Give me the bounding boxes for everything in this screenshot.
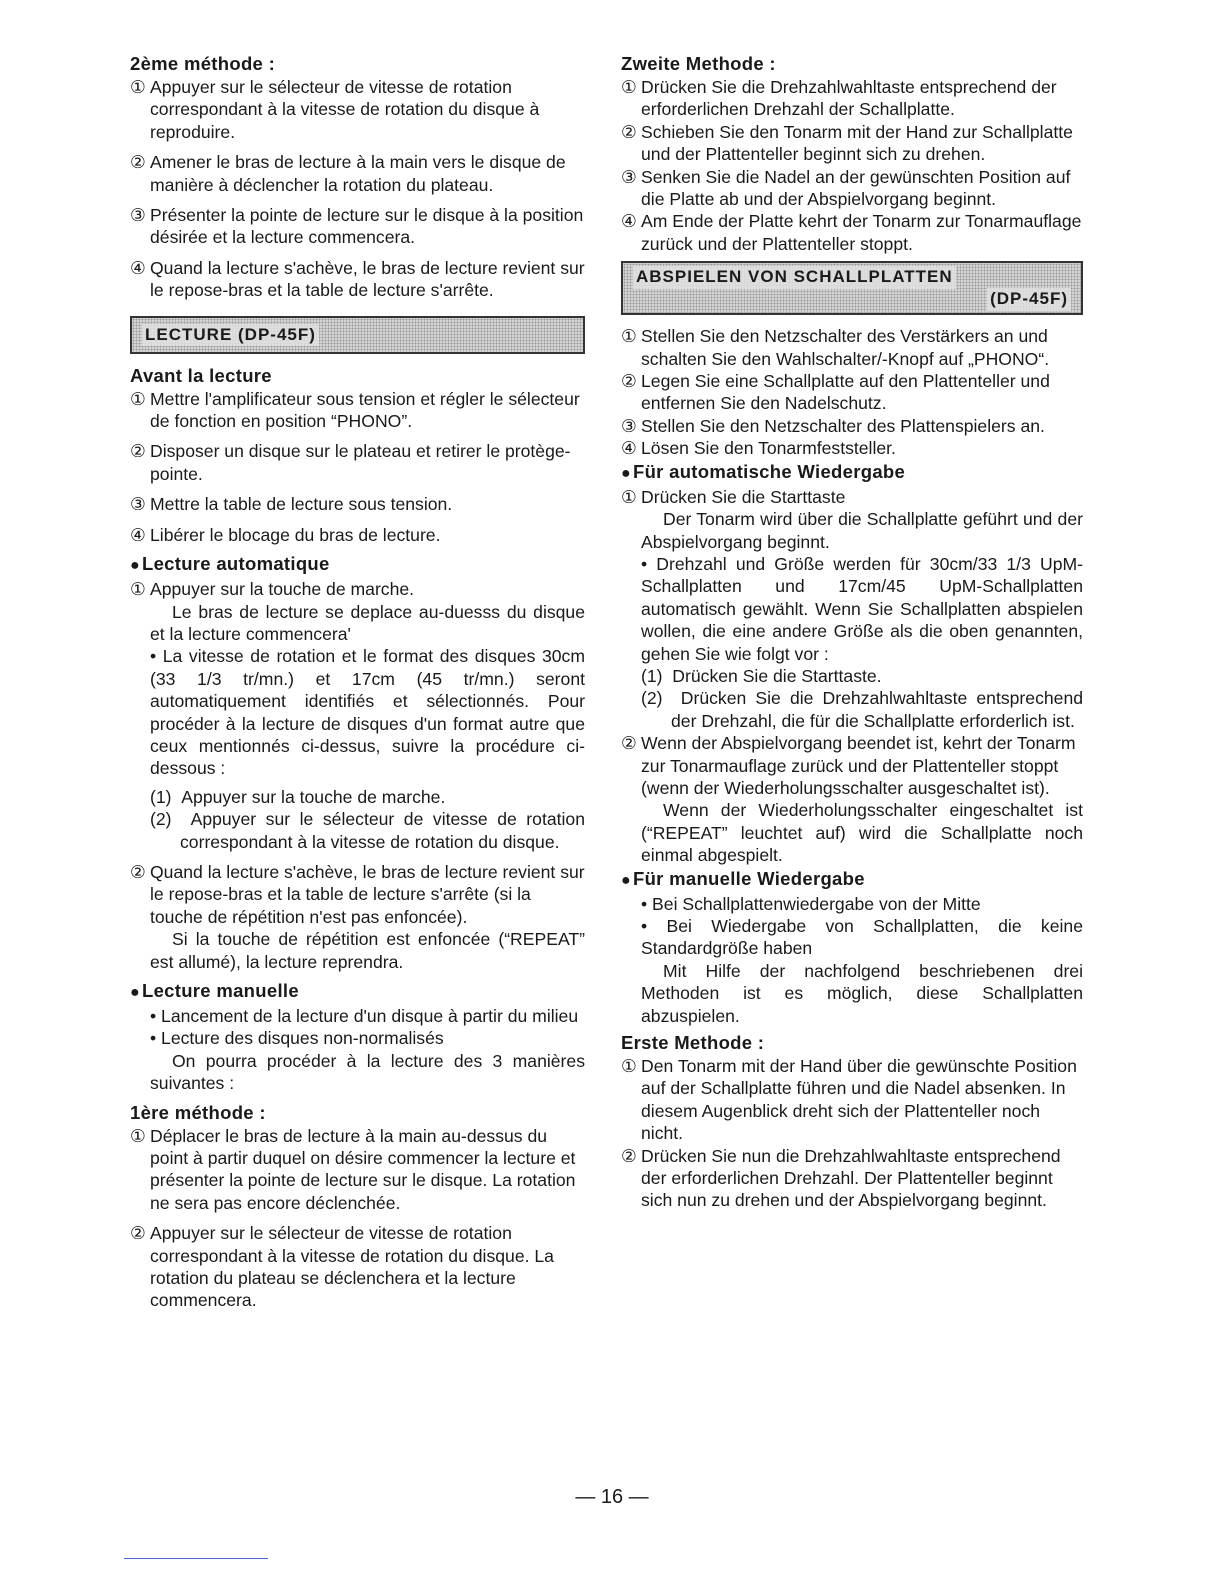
- manual-play-heading: ● Für manuelle Wiedergabe: [621, 867, 865, 889]
- bullet-icon: ●: [130, 557, 140, 575]
- list-item: ② Disposer un disque sur le plateau et retirer le protège-pointe.: [130, 441, 571, 484]
- list-item: ④ Am Ende der Platte kehrt der Tonarm zur Tonarmauflage zurück und der Plattenteller stoppt.: [621, 211, 1082, 254]
- note-bullet: • Bei Wiedergabe von Schallplatten, die keine Standardgröße haben: [641, 916, 1083, 959]
- sub-step: (2) Drücken Sie die Drehzahlwahltaste entsprechend der Drehzahl, die für die Schallplatte erforderlich ist.: [641, 688, 1084, 731]
- paragraph: On pourra procéder à la lecture des 3 manières suivantes :: [150, 1050, 585, 1094]
- section-banner-model: (DP-45F): [987, 288, 1071, 310]
- page-number: — 16 —: [575, 1486, 649, 1508]
- list-item: ② Amener le bras de lecture à la main vers le disque de manière à déclencher la rotation du plateau.: [130, 152, 566, 195]
- list-item: ③ Présenter la pointe de lecture sur le disque à la position désirée et la lecture commencera.: [130, 205, 584, 248]
- list-item: ③ Senken Sie die Nadel an der gewünschten Position auf die Platte ab und der Abspielvorgang beginnt.: [621, 166, 1071, 210]
- german-column: [621, 52, 1083, 1212]
- sub-step: (1) Appuyer sur la touche de marche.: [150, 786, 446, 807]
- before-playing-heading: Avant la lecture: [130, 364, 272, 386]
- list-item: ③ Stellen Sie den Netzschalter des Plattenspielers an.: [621, 415, 1045, 436]
- list-item: ① Stellen Sie den Netzschalter des Verstärkers an und schalten Sie den Wahlschalter/-Knopf auf „PHONO“.: [621, 326, 1050, 369]
- list-item: ② Wenn der Abspielvorgang beendet ist, kehrt der Tonarm zur Tonarmauflage zurück und der Plattenteller stoppt (wenn der Wiederholungsschalter ausgeschaltet ist).: [621, 733, 1076, 798]
- list-item: ② Drücken Sie nun die Drehzahlwahltaste entsprechend der erforderlichen Drehzahl. Der Plattenteller beginnt sich nun zu drehen und der Abspielvorgang beginnt.: [621, 1145, 1061, 1211]
- manual-play-heading: ● Lecture manuelle: [130, 980, 299, 1001]
- paragraph: Wenn der Wiederholungsschalter eingeschaltet ist (“REPEAT” leuchtet auf) wird die Schallplatte noch einmal abgespielt.: [641, 800, 1083, 866]
- list-item: ② Quand la lecture s'achève, le bras de lecture revient sur le repose-bras et la table de lecture s'arrête (si la touche de répétition n'est pas enfoncée).: [130, 861, 585, 927]
- sub-step: (1) Drücken Sie die Starttaste.: [641, 665, 882, 686]
- note-bullet: • Lancement de la lecture d'un disque à partir du milieu: [150, 1006, 579, 1026]
- list-item: ① Appuyer sur la touche de marche.: [130, 579, 415, 600]
- list-item: ① Déplacer le bras de lecture à la main au-dessus du point à partir duquel on désire commencer la lecture et présenter la pointe de lecture sur le disque. La rotation ne sera pas encore déclenchée.: [130, 1125, 576, 1213]
- paragraph: Mit Hilfe der nachfolgend beschriebenen drei Methoden ist es möglich, diese Schallplatten abzuspielen.: [641, 960, 1083, 1026]
- list-item: ④ Libérer le blocage du bras de lecture.: [130, 524, 441, 545]
- bullet-icon: ●: [621, 871, 631, 889]
- sub-step: (2) Appuyer sur le sélecteur de vitesse de rotation correspondant à la vitesse de rotation du disque.: [150, 809, 585, 852]
- section-banner-title: LECTURE (DP-45F): [142, 324, 319, 346]
- paragraph: Si la touche de répétition est enfoncée (“REPEAT” est allumé), la lecture reprendra.: [150, 929, 585, 972]
- list-item: ④ Lösen Sie den Tonarmfeststeller.: [621, 438, 896, 459]
- method-2-heading: 2ème méthode :: [130, 53, 276, 74]
- list-item: ② Legen Sie eine Schallplatte auf den Plattenteller und entfernen Sie den Nadelschutz.: [621, 371, 1050, 414]
- note-bullet: • Bei Schallplattenwiedergabe von der Mitte: [641, 893, 981, 914]
- french-column: [130, 52, 585, 1312]
- note-bullet: • Drehzahl und Größe werden für 30cm/33 1/3 UpM-Schallplatten und 17cm/45 UpM-Schallplatten automatisch gewählt. Wenn Sie Schallplatten abspielen wollen, die eine andere Größe als die oben genannten, gehen Sie wie folgt vor :: [641, 553, 1083, 664]
- list-item: ① Drücken Sie die Drehzahlwahltaste entsprechend der erforderlichen Drehzahl der Schallplatte.: [621, 77, 1057, 120]
- method-1-heading: 1ère méthode :: [130, 1101, 266, 1123]
- list-item: ② Appuyer sur le sélecteur de vitesse de rotation correspondant à la vitesse de rotation du disque. La rotation du plateau se déclenchera et la lecture commencera.: [130, 1223, 554, 1311]
- paragraph: Der Tonarm wird über die Schallplatte geführt und der Abspielvorgang beginnt.: [641, 509, 1083, 552]
- note-bullet: • Lecture des disques non-normalisés: [150, 1028, 444, 1049]
- paragraph: Le bras de lecture se deplace au-duesss du disque et la lecture commencera': [150, 601, 585, 644]
- auto-play-heading: ● Für automatische Wiedergabe: [621, 460, 906, 482]
- list-item: ① Mettre l'amplificateur sous tension et régler le sélecteur de fonction en position “PHONO”.: [130, 388, 580, 432]
- section-banner: [621, 261, 1083, 315]
- list-item: ④ Quand la lecture s'achève, le bras de lecture revient sur le repose-bras et la table de lecture s'arrête.: [130, 257, 585, 301]
- list-item: ① Appuyer sur le sélecteur de vitesse de rotation correspondant à la vitesse de rotation du disque à reproduire.: [130, 77, 540, 142]
- list-item: ③ Mettre la table de lecture sous tension.: [130, 494, 453, 515]
- bullet-icon: ●: [621, 464, 631, 482]
- list-item: ① Drücken Sie die Starttaste: [621, 486, 846, 507]
- method-1-heading: Erste Methode :: [621, 1032, 765, 1054]
- method-2-heading: Zweite Methode :: [621, 53, 776, 74]
- section-banner-title: ABSPIELEN VON SCHALLPLATTEN: [633, 266, 956, 288]
- note-bullet: • La vitesse de rotation et le format des disques 30cm (33 1/3 tr/mn.) et 17cm (45 tr/mn.) seront automatiquement identifiés et sélectionnés. Pour procéder à la lecture de disques d'un format autre que ceux mentionnés ci-dessus, suivre la procédure ci-dessous :: [150, 646, 585, 779]
- auto-play-heading: ● Lecture automatique: [130, 553, 330, 575]
- list-item: ② Schieben Sie den Tonarm mit der Hand zur Schallplatte und der Plattenteller beginnt sich zu drehen.: [621, 121, 1073, 165]
- section-banner: [130, 316, 585, 354]
- footer-rule: [124, 1558, 268, 1559]
- list-item: ① Den Tonarm mit der Hand über die gewünschte Position auf der Schallplatte führen und die Nadel absenken. In diesem Augenblick dreht sich der Plattenteller noch nicht.: [621, 1056, 1077, 1144]
- bullet-icon: ●: [130, 984, 140, 1001]
